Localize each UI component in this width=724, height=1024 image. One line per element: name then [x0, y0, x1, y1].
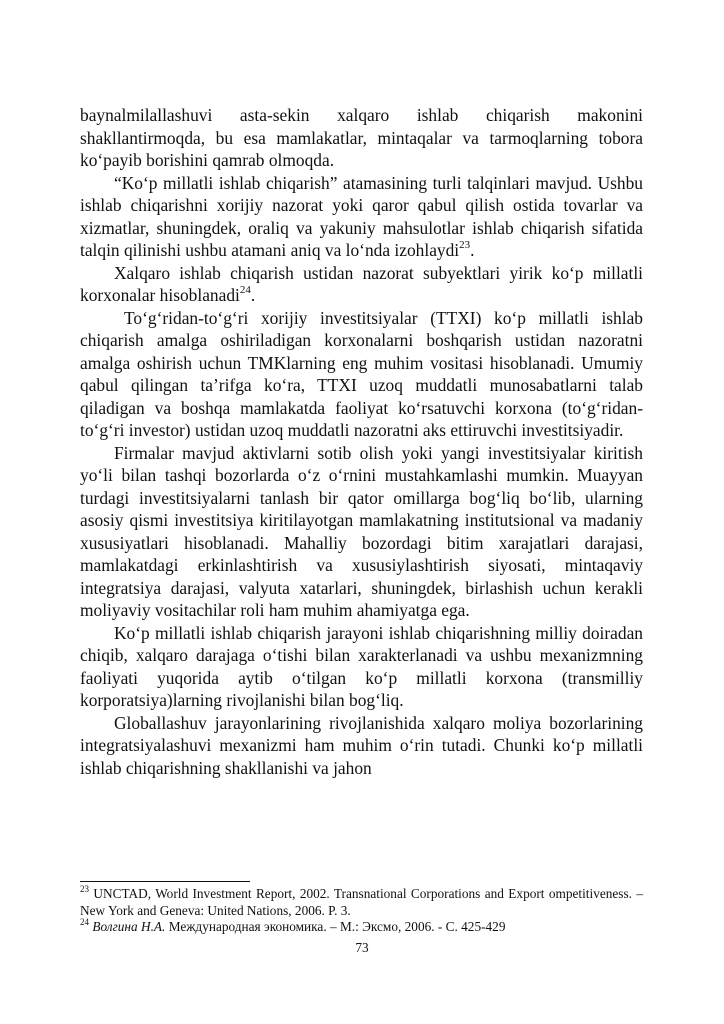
paragraph-continued [80, 104, 643, 172]
paragraph [80, 622, 643, 712]
footnote-text: UNCTAD, World Investment Report, 2002. Transnational Corporations and Export ompetitiveness. – New York and Geneva: United Nations, 2006. P. 3. [80, 886, 644, 918]
footnote-ref: 24 [239, 284, 251, 297]
paragraph-text: Xalqaro ishlab chiqarish ustidan nazorat subyektlari yirik ko‘p millatli korxonalar hisoblanadi [80, 262, 643, 305]
footnote-number: 23 [80, 883, 89, 894]
sentence-end: . [250, 285, 256, 305]
paragraph [80, 712, 643, 780]
footnote-23 [80, 883, 644, 919]
paragraph-text: Ko‘p millatli ishlab chiqarish jarayoni ishlab chiqarishning milliy doiradan chiqib, xalqaro darajaga o‘tishi bilan xarakterlanadi va ushbu mexanizmning faoliyati yuqorida aytib o‘tilgan ko‘p millatli korxona (transmilliy korporatsiya)larning rivojlanishi bilan bog‘liq. [80, 622, 643, 710]
footnote-divider [80, 881, 250, 882]
paragraph-text: Firmalar mavjud aktivlarni sotib olish yoki yangi investitsiyalar kiritish yo‘li bilan tashqi bozorlarda o‘z o‘rnini mustahkamlashi mumkin. Muayyan turdagi investitsiyalarni tanlash bir qator omillarga bog‘liq bo‘lib, ularning asosiy qismi investitsiya kiritilayotgan mamlakatning institutsional va madaniy xususiyatlari hisoblanadi. Mahalliy bozordagi bitim xarajatlari darajasi, mamlakatdagi erkinlashtirish va xususiylashtirish siyosati, mintaqaviy integratsiya darajasi, valyuta xatarlari, shuningdek, birlashish uchun kerakli moliyaviy vositachilar roli ham muhim ahamiyatga ega. [80, 442, 643, 620]
footnote-number: 24 [80, 916, 89, 927]
paragraph-text: baynalmilallashuvi asta-sekin xalqaro ishlab chiqarish makonini shakllantirmoqda, bu esa mamlakatlar, mintaqalar va tarmoqlarning tobora ko‘payib borishini qamrab olmoqda. [80, 105, 643, 170]
paragraph-text: Globallashuv jarayonlarining rivojlanishida xalqaro moliya bozorlarining integratsiyalashuvi mexanizmi ham muhim o‘rin tutadi. Chunki ko‘p millatli ishlab chiqarishning shakllanishi va jahon [80, 712, 643, 778]
sentence-end: . [470, 240, 475, 260]
body-text [80, 104, 643, 779]
paragraph-text: “Ko‘p millatli ishlab chiqarish” atamasining turli talqinlari mavjud. Ushbu ishlab chiqarishni xorijiy nazorat yoki qaror qabul qilish ostida tovarlar va xizmatlar, shuningdek, oraliq va yakuniy mahsulotlar ishlab chiqarish sifatida talqin qilinishi ushbu atamani aniq va lo‘nda izohlaydi [80, 172, 643, 260]
paragraph [80, 262, 643, 307]
paragraph [80, 172, 643, 262]
footnote-24 [80, 916, 643, 936]
paragraph [80, 442, 643, 622]
footnote-author: Волгина Н.А. [92, 919, 166, 934]
paragraph [80, 307, 643, 442]
paragraph-text: To‘g‘ridan-to‘g‘ri xorijiy investitsiyalar (TTXI) ko‘p millatli ishlab chiqarish amalga oshiriladigan korxonalarni boshqarish ustidan nazoratni amalga oshirish uchun TMKlarning eng muhim vositasi hisoblanadi. Umumiy qabul qilingan ta’rifga ko‘ra, TTXI uzoq muddatli munosabatlarni talab qiladigan va boshqa mamlakatda faoliyat ko‘rsatuvchi korxona (to‘g‘ridan-to‘g‘ri investor) ustidan uzoq muddatli nazoratni aks ettiruvchi investitsiyadir. [80, 307, 643, 440]
page-number: 73 [355, 940, 369, 955]
footnote-text: Международная экономика. – М.: Эксмо, 2006. - С. 425-429 [168, 919, 506, 934]
footnotes [80, 883, 644, 936]
footnote-ref: 23 [459, 239, 471, 252]
